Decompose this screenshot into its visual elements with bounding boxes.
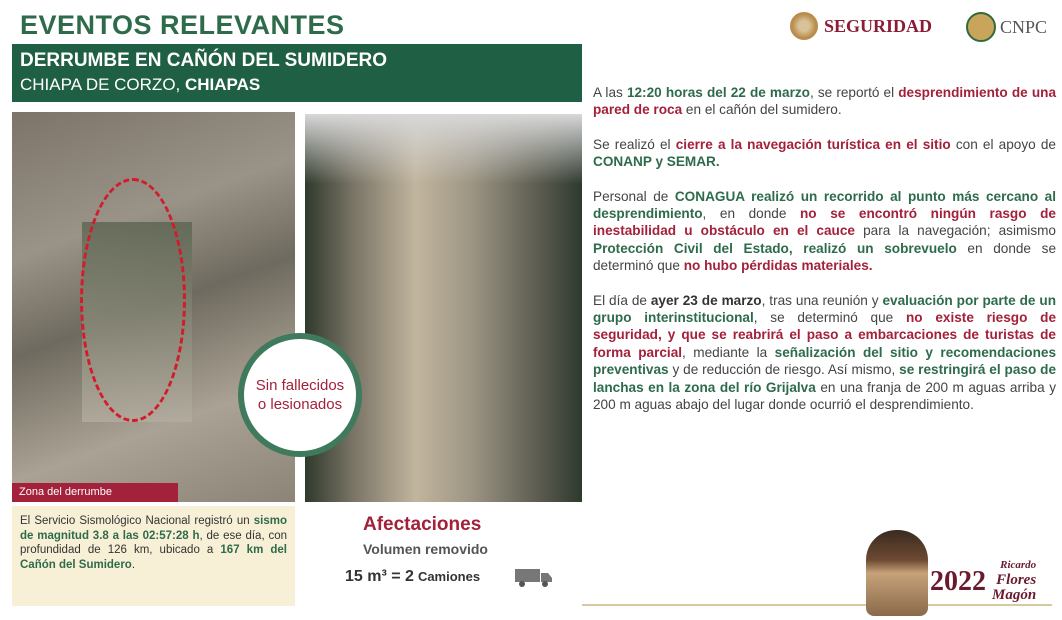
text-span: Se realizó el: [593, 136, 676, 152]
year-logo-text: 2022: [930, 566, 986, 597]
paragraph-evaluation: [593, 292, 1056, 414]
name-line-1: Ricardo: [1000, 559, 1037, 571]
flores-magon-name: [992, 558, 1036, 603]
afectaciones-subtitle: Volumen removido: [363, 541, 488, 557]
conagua-highlight: CONAGUA realizó un recorrido al punto más cercano al desprendimiento: [593, 188, 1056, 222]
report-time: 12:20 horas del 22 de marzo: [626, 85, 810, 100]
text-span: y de reducción de riesgo. Así mismo,: [668, 362, 900, 378]
event-location: [20, 75, 574, 95]
text-span: , tras una reunión y: [761, 292, 883, 308]
paragraph-inspection: [593, 188, 1056, 275]
paragraph-closure: [593, 136, 1056, 171]
report-event: desprendimiento de una pared de roca: [593, 85, 1056, 118]
canyon-photo: [305, 114, 582, 502]
flores-magon-portrait: [866, 530, 928, 616]
text-span: , se reportó el: [809, 85, 899, 100]
volume-amount: 15 m³ = 2: [345, 568, 414, 585]
text-span: para la navegación; asimismo: [854, 223, 1056, 239]
signage-highlight: señalización del sitio y recomendaciones preventivas: [593, 344, 1057, 378]
sismo-text-2: , de ese día, con profundidad de 126 km, ubicado a: [20, 529, 287, 556]
seguridad-logo-text: SEGURIDAD: [824, 15, 933, 36]
reopening-highlight: no existe riesgo de seguridad, y que se reabrirá el paso a embarcaciones de turistas de forma parcial: [593, 310, 1057, 360]
event-header: [12, 44, 582, 102]
sismo-text-3: .: [131, 558, 136, 571]
no-casualties-badge: Sin fallecidos o lesionados: [238, 333, 362, 457]
restriction-highlight: se restringirá el paso de lanchas en la zona del río Grijalva: [593, 362, 1056, 395]
footer-divider: [582, 604, 1052, 606]
volume-unit: Camiones: [417, 569, 481, 584]
truck-icon: [515, 568, 553, 588]
no-instability-highlight: no se encontró ningún rasgo de inestabilidad u obstáculo en el cauce: [593, 206, 1056, 239]
text-span: A las: [593, 85, 627, 100]
afectaciones-title: Afectaciones: [363, 514, 482, 535]
cnpc-emblem-icon: [966, 12, 996, 42]
location-town: CHIAPA DE CORZO,: [20, 75, 181, 94]
seguridad-logo: [790, 12, 932, 40]
text-span: El día de: [593, 292, 651, 308]
text-span: , se determinó que: [753, 310, 906, 326]
seismic-info-box: [12, 506, 295, 606]
name-line-3: Magón: [992, 587, 1037, 603]
sismo-highlight-2: 167 km del Cañón del Sumidero: [20, 544, 287, 571]
cnpc-logo: [966, 12, 1047, 42]
landslide-zone-marker: [80, 178, 186, 422]
text-span: en donde se determinó que: [593, 240, 1056, 274]
cnpc-logo-text: CNPC: [1000, 16, 1048, 37]
volume-value: [345, 568, 480, 586]
sismo-text-1: El Servicio Sismológico Nacional registró un: [20, 515, 254, 527]
text-span: Personal de: [593, 188, 675, 204]
sismo-highlight-1: sismo de magnitud 3.8 a las 02:57:28 h: [20, 515, 287, 542]
closure-highlight: cierre a la navegación turística en el sitio: [675, 136, 951, 152]
text-span: , mediante la: [682, 344, 775, 360]
evaluation-highlight: evaluación por parte de un grupo interinstitucional: [593, 292, 1057, 326]
text-span: con el apoyo de: [950, 136, 1056, 152]
mexico-emblem-icon: [790, 12, 818, 40]
event-title: DERRUMBE EN CAÑÓN DEL SUMIDERO: [20, 50, 388, 71]
text-span: en una franja de 200 m aguas arriba y 200 m aguas abajo del lugar donde ocurrió el desprendimiento.: [593, 379, 1056, 413]
agencies-highlight: CONANP y SEMAR.: [593, 154, 720, 170]
event-description: [593, 84, 1056, 431]
page-title: EVENTOS RELEVANTES: [20, 10, 345, 40]
proteccion-civil-highlight: Protección Civil del Estado, realizó un sobrevuelo: [593, 240, 957, 256]
canyon-sky: [305, 114, 582, 184]
name-line-2: Flores: [996, 572, 1037, 588]
no-losses-highlight: no hubo pérdidas materiales.: [683, 258, 873, 274]
paragraph-report: [593, 84, 1056, 119]
date-highlight: ayer 23 de marzo: [650, 292, 762, 308]
text-span: en el cañón del sumidero.: [682, 102, 842, 118]
zone-label: Zona del derrumbe: [12, 483, 178, 502]
location-state: CHIAPAS: [185, 75, 261, 94]
text-span: , en donde: [702, 206, 800, 222]
